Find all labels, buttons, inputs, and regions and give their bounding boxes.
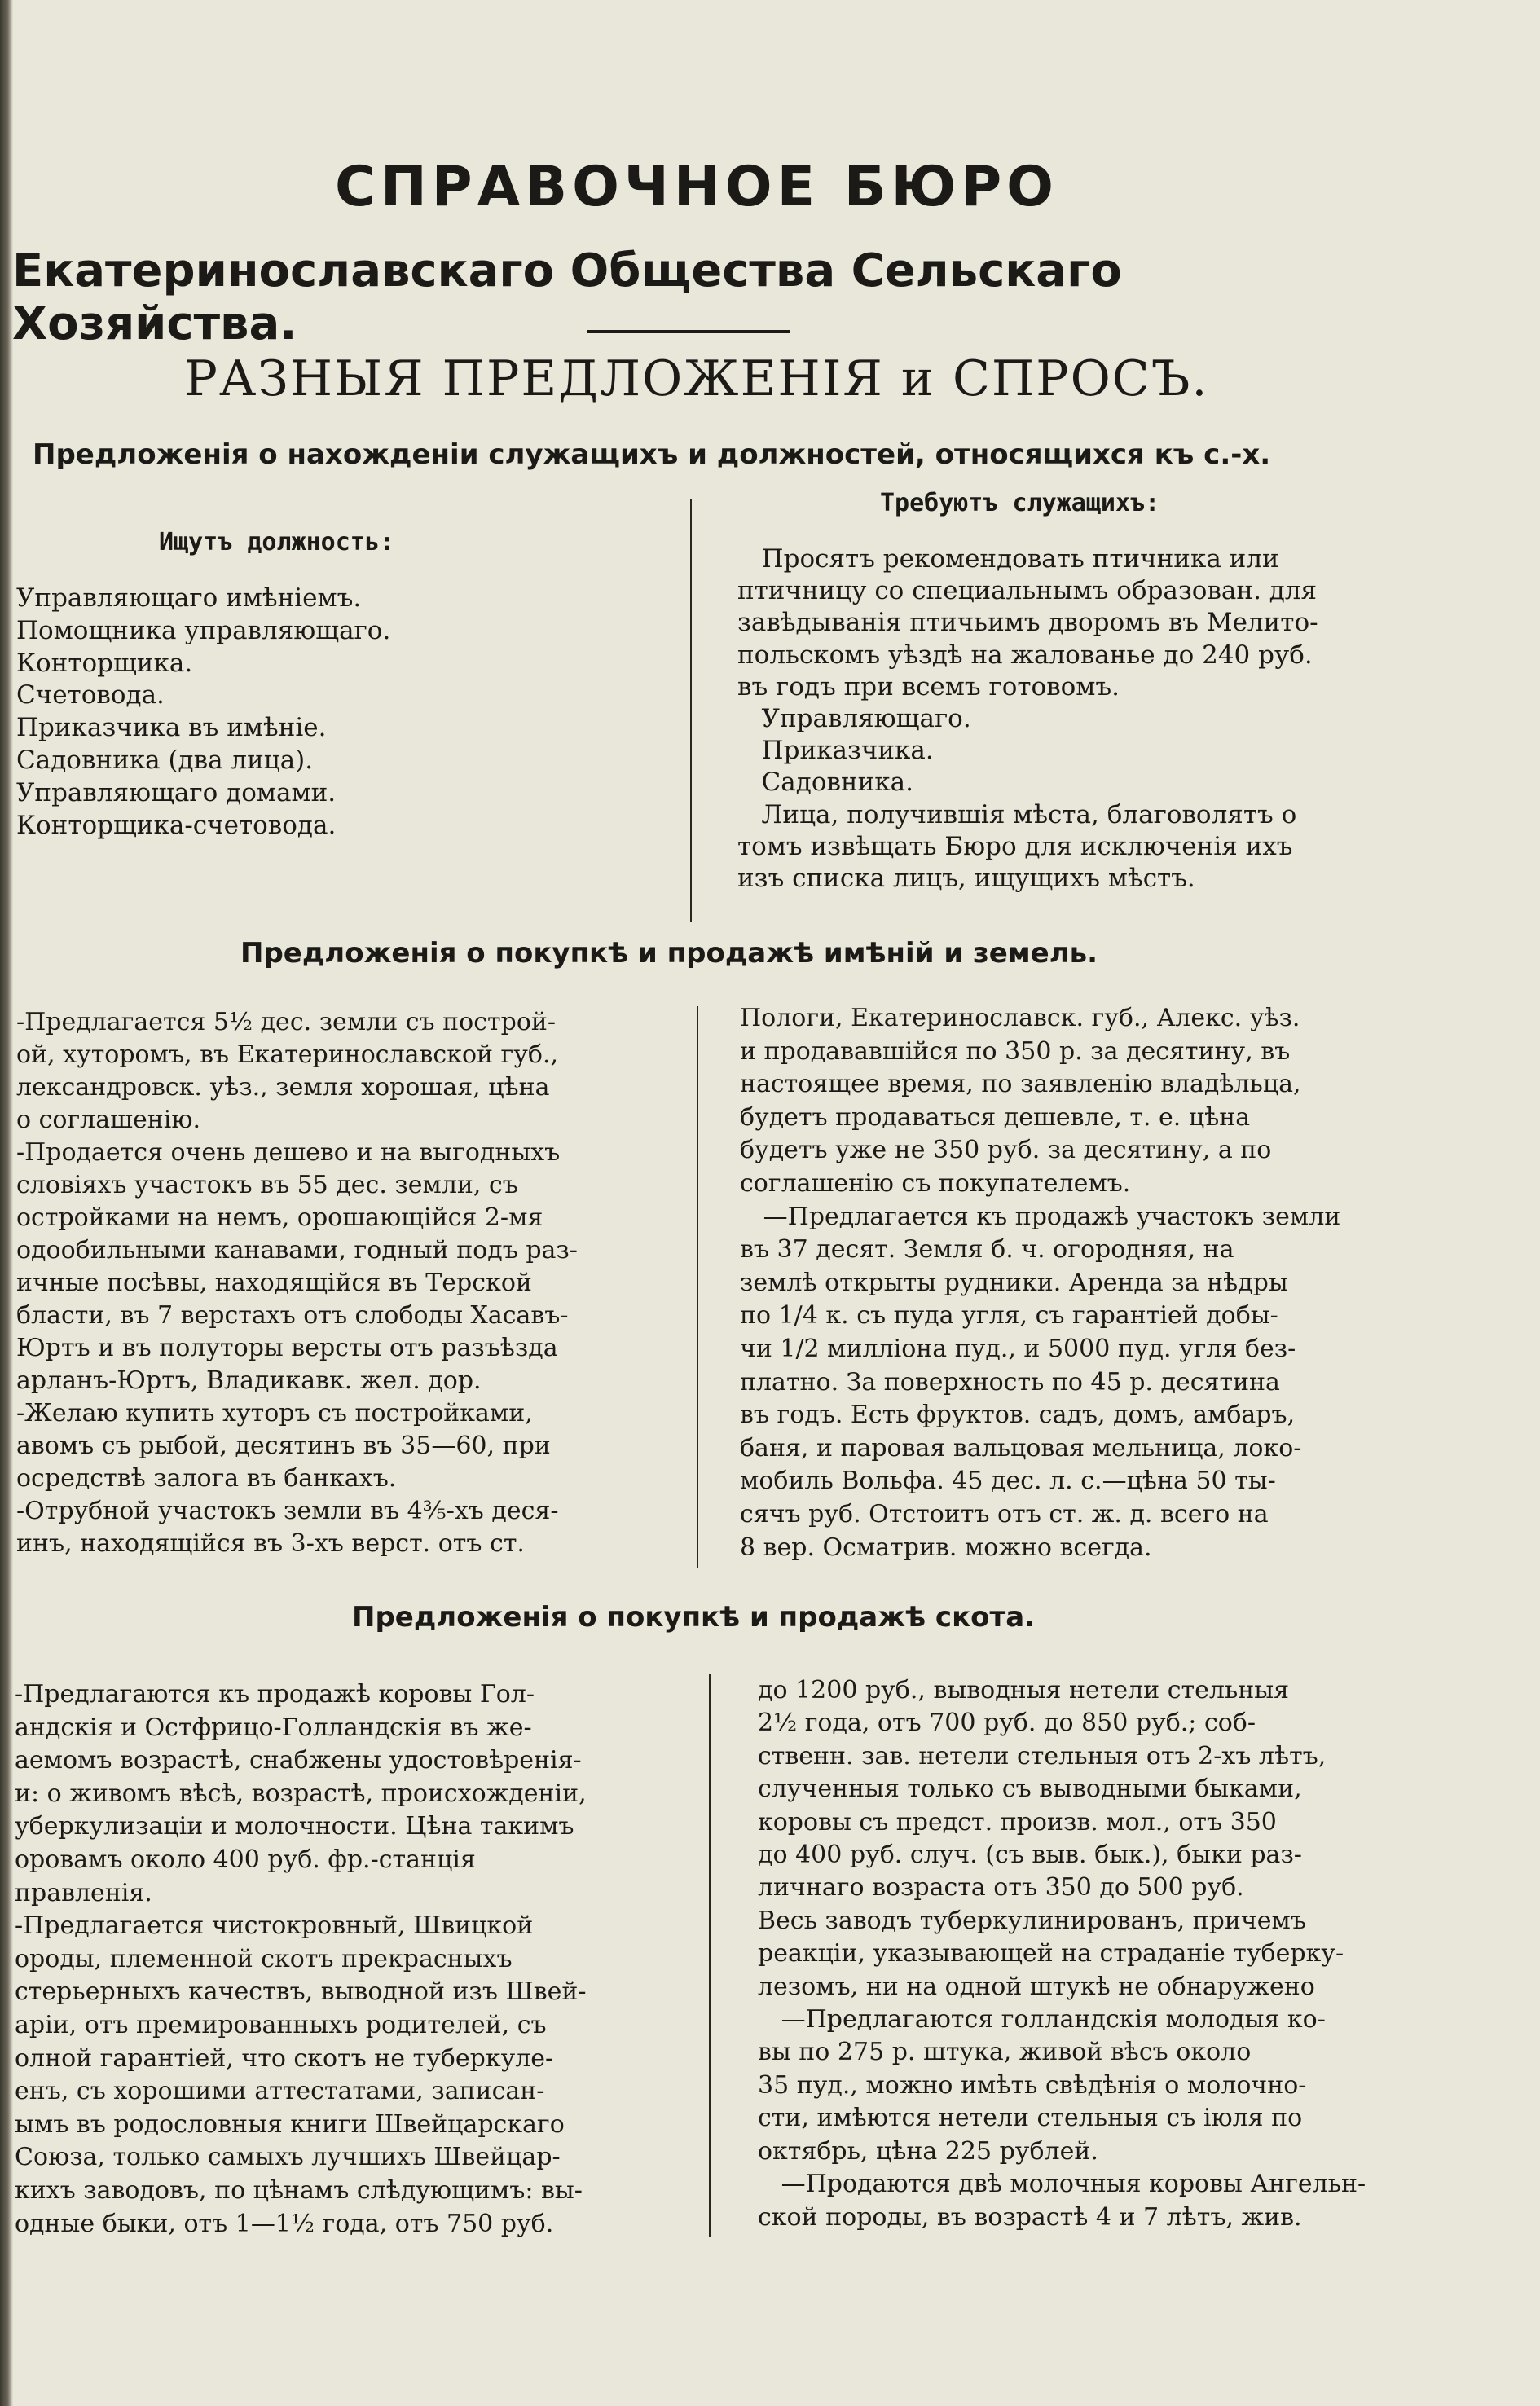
text-line: авомъ съ рыбой, десятинъ въ 35—60, при bbox=[16, 1432, 551, 1460]
list-item: Приказчика въ имѣніе. bbox=[16, 713, 327, 743]
text-line: Лица, получившія мѣста, благоволятъ о bbox=[737, 799, 1297, 829]
text-line: -Отрубной участокъ земли въ 4⅗-хъ деся- bbox=[16, 1497, 559, 1525]
text-line: оровамъ около 400 руб. фр.-станція bbox=[15, 1845, 476, 1874]
text-line: ороды, племенной скотъ прекрасныхъ bbox=[15, 1944, 513, 1973]
list-item: Управляющаго домами. bbox=[16, 777, 337, 807]
text-line: аріи, отъ премированныхъ родителей, съ bbox=[15, 2010, 547, 2039]
text-line: осредствѣ залога въ банкахъ. bbox=[16, 1464, 397, 1493]
text-line: о соглашенію. bbox=[16, 1106, 201, 1134]
text-line: до 1200 руб., выводныя нетели стельныя bbox=[758, 1676, 1290, 1704]
text-line: томъ извѣщать Бюро для исключенія ихъ bbox=[737, 831, 1293, 861]
text-line: личнаго возраста отъ 350 до 500 руб. bbox=[758, 1873, 1244, 1902]
society-title: Екатеринославскаго Общества Сельскаго Хозяйства. bbox=[12, 244, 1122, 350]
text-line: сячъ руб. Отстоитъ отъ ст. ж. д. всего на bbox=[740, 1499, 1269, 1528]
text-line: въ годъ. Есть фруктов. садъ, домъ, амбаръ, bbox=[740, 1401, 1296, 1430]
text-line: -Предлагается чистокровный, Швицкой bbox=[15, 1911, 534, 1941]
land-section-heading: Предложенія о покупкѣ и продажѣ имѣній и земель. bbox=[240, 937, 1098, 970]
cattle-section-heading: Предложенія о покупкѣ и продажѣ скота. bbox=[352, 1601, 1036, 1634]
text-line: Приказчика. bbox=[737, 736, 934, 766]
text-line: мобиль Вольфа. 45 дес. л. с.—цѣна 50 ты- bbox=[740, 1467, 1276, 1496]
text-line: въ годъ при всемъ готовомъ. bbox=[737, 671, 1120, 702]
text-line: енъ, съ хорошими аттестатами, записан- bbox=[15, 2077, 545, 2106]
text-line: настоящее время, по заявленію владѣльца, bbox=[740, 1070, 1301, 1099]
column-divider bbox=[690, 499, 692, 922]
list-item: Помощника управляющаго. bbox=[16, 615, 391, 645]
text-line: уберкулизаціи и молочности. Цѣна такимъ bbox=[15, 1812, 574, 1841]
text-line: польскомъ уѣздѣ на жалованье до 240 руб. bbox=[737, 640, 1313, 670]
text-line: по 1/4 к. съ пуда угля, съ гарантіей добы- bbox=[740, 1301, 1278, 1331]
text-line: будетъ уже не 350 руб. за десятину, а по bbox=[740, 1136, 1272, 1165]
text-line: до 400 руб. случ. (съ выв. бык.), быки раз- bbox=[758, 1841, 1302, 1870]
text-line: 8 вер. Осматрив. можно всегда. bbox=[740, 1533, 1152, 1562]
text-line: платно. За поверхность по 45 р. десятина bbox=[740, 1367, 1280, 1397]
text-line: и продававшійся по 350 р. за десятину, въ bbox=[740, 1036, 1291, 1066]
text-line: вы по 275 р. штука, живой вѣсъ около bbox=[758, 2038, 1252, 2067]
text-line: словіяхъ участокъ въ 55 дес. земли, съ bbox=[16, 1171, 518, 1199]
text-line: Весь заводъ туберкулинированъ, причемъ bbox=[758, 1906, 1306, 1935]
text-line: коровы съ предст. произв. мол., отъ 350 bbox=[758, 1807, 1277, 1836]
text-line: андскія и Остфрицо-Голландскія въ же- bbox=[15, 1713, 532, 1742]
text-line: и: о живомъ вѣсѣ, возрастѣ, происхожденіи, bbox=[15, 1779, 587, 1808]
text-line: ичные посѣвы, находящійся въ Терской bbox=[16, 1269, 532, 1297]
text-line: Юртъ и въ полуторы версты отъ разъѣзда bbox=[16, 1334, 558, 1362]
text-line: Управляющаго. bbox=[737, 704, 971, 734]
text-line: лександровск. уѣз., земля хорошая, цѣна bbox=[16, 1073, 550, 1102]
text-line: одные быки, отъ 1—1½ года, отъ 750 руб. bbox=[15, 2209, 554, 2238]
land-right-column bbox=[740, 1002, 1340, 1564]
text-line: ской породы, въ возрастѣ 4 и 7 лѣтъ, жив. bbox=[758, 2202, 1302, 2232]
text-line: —Предлагается къ продажѣ участокъ земли bbox=[740, 1202, 1341, 1231]
text-line: -Желаю купить хуторъ съ постройками, bbox=[16, 1399, 533, 1427]
text-line: сти, имѣются нетели стельныя съ іюля по bbox=[758, 2104, 1303, 2133]
text-line: въ 37 десят. Земля б. ч. огородняя, на bbox=[740, 1235, 1234, 1265]
text-line: аемомъ возрастѣ, снабжены удостовѣренія- bbox=[15, 1746, 582, 1775]
text-line: октябрь, цѣна 225 рублей. bbox=[758, 2136, 1098, 2166]
text-line: Садовника. bbox=[737, 768, 914, 798]
title-divider bbox=[587, 330, 790, 333]
text-line: баня, и паровая вальцовая мельница, локо- bbox=[740, 1433, 1302, 1463]
text-line: ственн. зав. нетели стельныя отъ 2-хъ лѣтъ, bbox=[758, 1741, 1327, 1770]
text-line: -Предлагаются къ продажѣ коровы Гол- bbox=[15, 1680, 535, 1709]
staff-wanted-text bbox=[737, 543, 1318, 895]
text-line: олной гарантіей, что скотъ не туберкуле- bbox=[15, 2043, 554, 2073]
text-line: будетъ продаваться дешевле, т. е. цѣна bbox=[740, 1102, 1251, 1132]
text-line: лезомъ, ни на одной штукѣ не обнаружено bbox=[758, 1972, 1315, 2001]
text-line: ой, хуторомъ, въ Екатеринославской губ., bbox=[16, 1040, 559, 1069]
list-item: Счетовода. bbox=[16, 680, 165, 710]
text-line: стерьерныхъ качествъ, выводной изъ Швей- bbox=[15, 1977, 587, 2007]
text-line: Союза, только самыхъ лучшихъ Швейцар- bbox=[15, 2143, 561, 2172]
land-left-column bbox=[16, 1006, 578, 1560]
list-item: Управляющаго имѣніемъ. bbox=[16, 583, 362, 613]
section-title: РАЗНЫЯ ПРЕДЛОЖЕНІЯ и СПРОСЪ. bbox=[184, 350, 1209, 407]
text-line: 2½ года, отъ 700 руб. до 850 руб.; соб- bbox=[758, 1709, 1256, 1738]
text-line: —Продаются двѣ молочныя коровы Ангельн- bbox=[758, 2170, 1366, 2199]
text-line: Пологи, Екатеринославск. губ., Алекс. уѣз. bbox=[740, 1004, 1300, 1032]
cattle-right-column bbox=[758, 1674, 1366, 2234]
text-line: соглашенію съ покупателемъ. bbox=[740, 1168, 1131, 1198]
list-item: Конторщика-счетовода. bbox=[16, 810, 337, 840]
text-line: 35 пуд., можно имѣть свѣдѣнія о молочно- bbox=[758, 2070, 1307, 2100]
text-line: изъ списка лицъ, ищущихъ мѣстъ. bbox=[737, 864, 1195, 894]
staff-wanted-heading: Требуютъ служащихъ: bbox=[880, 489, 1160, 517]
staff-section-heading: Предложенія о нахожденіи служащихъ и должностей, относящихся къ с.-х. bbox=[33, 438, 1271, 471]
seeking-positions-list bbox=[16, 583, 390, 842]
text-line: ымъ въ родословныя книги Швейцарскаго bbox=[15, 2109, 565, 2139]
text-line: чи 1/2 милліона пуд., и 5000 пуд. угля без- bbox=[740, 1334, 1296, 1363]
text-line: одообильными канавами, годный подъ раз- bbox=[16, 1236, 578, 1265]
text-line: реакціи, указывающей на страданіе туберку- bbox=[758, 1939, 1344, 1968]
text-line: правленія. bbox=[15, 1878, 152, 1907]
text-line: -Продается очень дешево и на выгодныхъ bbox=[16, 1138, 561, 1167]
list-item: Садовника (два лица). bbox=[16, 745, 314, 775]
text-line: арланъ-Юртъ, Владикавк. жел. дор. bbox=[16, 1366, 482, 1395]
cattle-left-column bbox=[15, 1678, 587, 2241]
text-line: —Предлагаются голландскія молодыя ко- bbox=[758, 2005, 1326, 2034]
list-item: Конторщика. bbox=[16, 648, 193, 678]
seeking-positions-heading: Ищутъ должность: bbox=[159, 528, 394, 556]
text-line: остройками на немъ, орошающійся 2-мя bbox=[16, 1203, 543, 1232]
text-line: инъ, находящійся въ 3-хъ верст. отъ ст. bbox=[16, 1529, 525, 1558]
text-line: землѣ открыты рудники. Аренда за нѣдры bbox=[740, 1268, 1288, 1297]
column-divider bbox=[709, 1674, 711, 2237]
text-line: слученныя только съ выводными быками, bbox=[758, 1775, 1302, 1804]
text-line: кихъ заводовъ, по цѣнамъ слѣдующимъ: вы- bbox=[15, 2175, 583, 2205]
text-line: бласти, въ 7 верстахъ отъ слободы Хасавъ- bbox=[16, 1301, 569, 1330]
bureau-title: СПРАВОЧНОЕ БЮРО bbox=[334, 155, 1058, 219]
column-divider bbox=[697, 1006, 698, 1568]
text-line: Просятъ рекомендовать птичника или bbox=[737, 544, 1279, 574]
text-line: птичницу со специальнымъ образован. для bbox=[737, 576, 1318, 606]
text-line: завѣдыванія птичьимъ дворомъ въ Мелито- bbox=[737, 608, 1318, 638]
text-line: -Предлагается 5½ дес. земли съ построй- bbox=[16, 1008, 557, 1036]
